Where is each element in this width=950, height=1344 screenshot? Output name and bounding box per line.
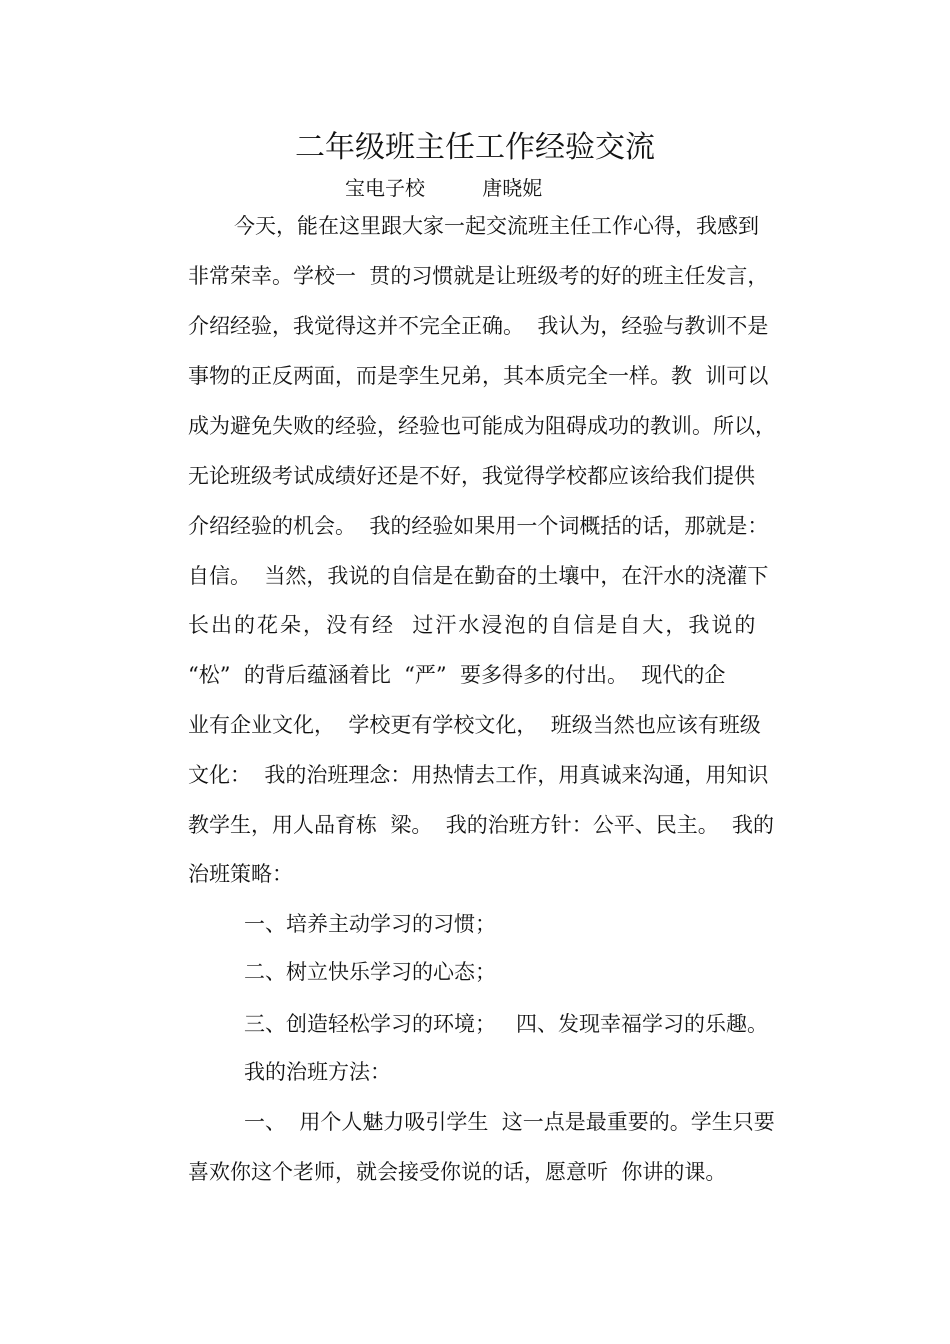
body-line: 自信。 当然，我说的自信是在勤奋的土壤中，在汗水的浇灌下 <box>188 564 769 588</box>
list-item: 三、创造轻松学习的环境； 四、发现幸福学习的乐趣。 <box>244 1012 769 1036</box>
body-line: 我的治班方法： <box>244 1060 391 1084</box>
body-line: “松” 的背后蕴涵着比 “严” 要多得多的付出。 现代的企 <box>188 663 726 687</box>
body-line: 长出的花朵，没有经 过汗水浸泡的自信是自大，我说的 <box>188 613 758 637</box>
body-line: 喜欢你这个老师，就会接受你说的话，愿意听 你讲的课。 <box>188 1160 727 1184</box>
list-item: 一、培养主动学习的习惯； <box>244 912 496 936</box>
body-line: 教学生，用人品育栋 梁。 我的治班方针：公平、民主。 我的 <box>188 813 775 837</box>
body-line: 介绍经验，我觉得这并不完全正确。 我认为，经验与教训不是 <box>188 314 769 338</box>
body-line: 业有企业文化， 学校更有学校文化， 班级当然也应该有班级 <box>188 713 761 737</box>
author-line: 宝电子校 唐晓妮 <box>345 176 543 200</box>
body-line: 治班策略： <box>188 862 293 886</box>
list-item: 一、 用个人魅力吸引学生 这一点是最重要的。学生只要 <box>244 1110 775 1134</box>
body-line: 事物的正反两面，而是孪生兄弟，其本质完全一样。教 训可以 <box>188 364 769 388</box>
body-line: 介绍经验的机会。 我的经验如果用一个词概括的话，那就是： <box>188 514 769 538</box>
body-line: 无论班级考试成绩好还是不好，我觉得学校都应该给我们提供 <box>188 464 755 488</box>
body-line: 文化： 我的治班理念：用热情去工作，用真诚来沟通，用知识 <box>188 763 769 787</box>
document-title: 二年级班主任工作经验交流 <box>295 130 655 165</box>
body-line: 今天，能在这里跟大家一起交流班主任工作心得，我感到 <box>234 214 759 238</box>
list-item: 二、树立快乐学习的心态； <box>244 960 496 984</box>
body-line: 成为避免失败的经验，经验也可能成为阻碍成功的教训。所以， <box>188 414 776 438</box>
body-line: 非常荣幸。学校一 贯的习惯就是让班级考的好的班主任发言， <box>188 264 769 288</box>
